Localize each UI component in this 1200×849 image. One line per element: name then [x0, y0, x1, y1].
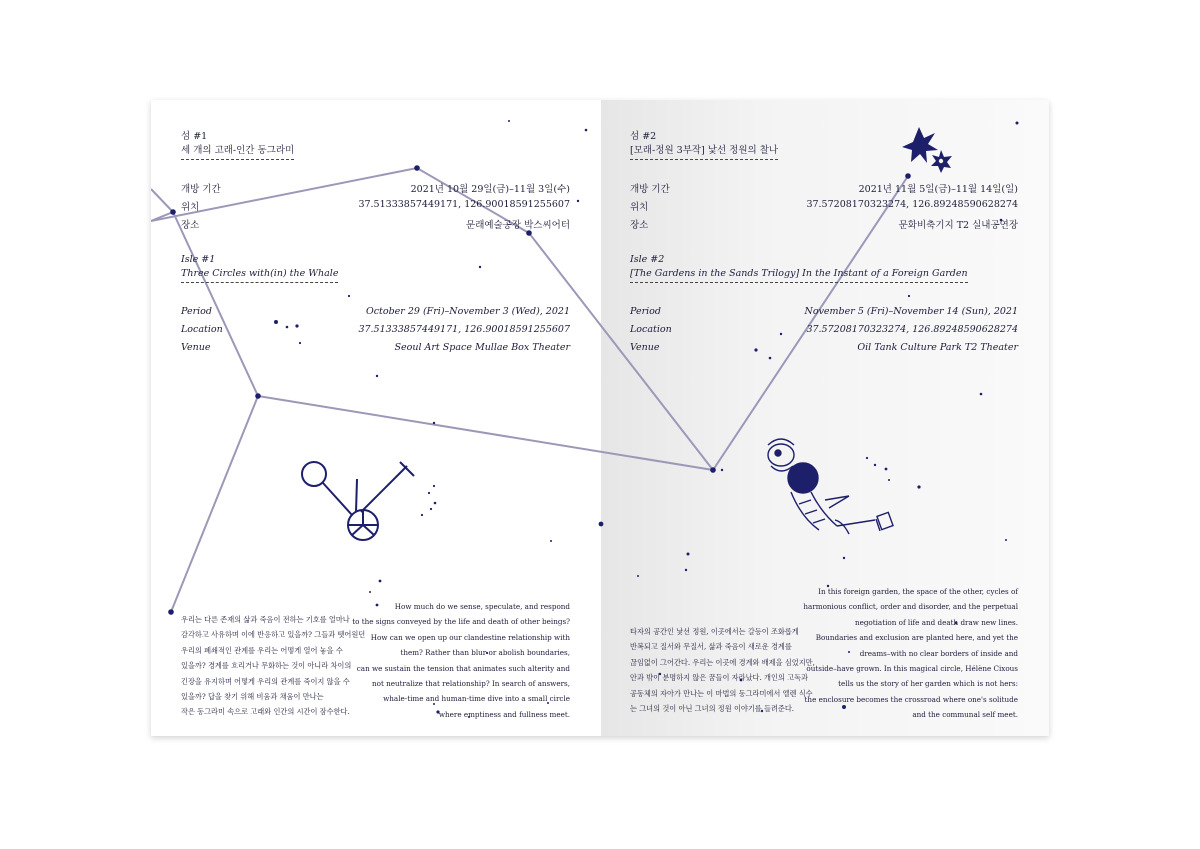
isle1-info-ko-location — [181, 199, 570, 213]
body-line: 공동체의 자아가 만나는 이 마법의 동그라미에서 엘렌 식수 — [630, 688, 813, 698]
isle2-body-ko — [630, 624, 815, 716]
info-label: 개방 기간 — [630, 184, 670, 195]
isle1-title-en-text: Three Circles with(in) the Whale — [181, 267, 338, 283]
constellation-line-middle — [258, 396, 713, 470]
info-value: Seoul Art Space Mullae Box Theater — [394, 342, 570, 353]
body-line: whale-time and human-time dive into a small circle — [383, 694, 570, 704]
isle2-info-ko-venue — [630, 217, 1018, 231]
info-label: Period — [181, 306, 212, 317]
isle1-body-ko — [181, 612, 365, 720]
body-line: not neutralize that relationship? In search of answers, — [372, 679, 570, 689]
body-line: How much do we sense, speculate, and respond — [394, 602, 570, 611]
body-line: where emptiness and fullness meet. — [438, 709, 570, 719]
body-line: How can we open up our clandestine relationship with — [370, 632, 570, 642]
info-value: Oil Tank Culture Park T2 Theater — [857, 342, 1018, 353]
isle2-title-en-label: Isle #2 — [630, 254, 665, 265]
isle2-title-ko — [630, 130, 778, 160]
whale-creature-icon — [768, 439, 893, 534]
isle1-info-en-period — [181, 306, 570, 320]
info-label: Period — [630, 306, 661, 317]
info-value: 2021년 11월 5일(금)–11월 14일(일) — [858, 184, 1018, 195]
isle2-info-en-location — [630, 324, 1018, 338]
body-line: dreams–with no clear borders of inside and — [859, 648, 1018, 658]
info-label: Location — [181, 324, 223, 335]
info-value: 37.57208170323274, 126.89248590628274 — [806, 199, 1018, 210]
info-value: 문화비축기지 T2 실내공연장 — [898, 220, 1018, 231]
body-line: the enclosure becomes the crossroad where one's solitude — [804, 694, 1018, 704]
constellation-nodes — [168, 165, 911, 615]
isle1-info-en-venue — [181, 342, 570, 356]
body-line: outside–have grown. In this magical circle, Hélène Cixous — [806, 664, 1018, 674]
info-label: 개방 기간 — [181, 184, 221, 195]
body-line: In this foreign garden, the space of the other, cycles of — [818, 587, 1018, 596]
info-label: Venue — [181, 342, 211, 353]
body-line: 안과 밖이 분명하지 않은 꿈들이 자라났다. 개인의 고독과 — [630, 673, 808, 683]
info-value: 37.51333857449171, 126.90018591255607 — [358, 199, 570, 210]
isle1-title-ko-text: 세 개의 고래-인간 동그라미 — [181, 144, 294, 160]
isle2-title-en-text: [The Gardens in the Sands Trilogy] In the Instant of a Foreign Garden — [630, 267, 968, 283]
body-line: to the signs conveyed by the life and death of other beings? — [352, 617, 570, 627]
body-line: tells us the story of her garden which is not hers: — [838, 679, 1018, 689]
body-line: 는 그녀의 것이 아닌 그녀의 정원 이야기를 들려준다. — [630, 704, 795, 714]
body-line: 우리의 폐쇄적인 관계를 우리는 어떻게 열어 놓을 수 — [181, 645, 343, 655]
isle1-title-ko — [181, 130, 294, 160]
body-line: them? Rather than blur or abolish boundaries, — [400, 648, 570, 658]
isle2-info-en-venue — [630, 342, 1018, 356]
isle1-title-en-label: Isle #1 — [181, 254, 216, 265]
isle1-title-ko-label: 섬 #1 — [181, 131, 208, 142]
body-line: 긴장을 유지하며 어떻게 우리의 관계를 죽이지 않을 수 — [181, 676, 350, 686]
brochure-spread — [151, 100, 1049, 736]
body-line: negotiation of life and death draw new lines. — [854, 617, 1018, 627]
isle2-title-en — [630, 253, 968, 283]
isle2-title-ko-text: [모래-정원 3부작] 낯선 정원의 찰나 — [630, 144, 778, 160]
body-line: 우리는 다른 존재의 삶과 죽음이 전하는 기호를 얼마나 — [181, 615, 350, 624]
info-value: 문래예술공장 박스씨어터 — [466, 220, 570, 231]
info-value: 2021년 10월 29일(금)–11월 3일(수) — [410, 184, 570, 195]
isle1-title-en — [181, 253, 338, 283]
body-line: 작은 동그라미 속으로 고래와 인간의 시간이 잠수한다. — [181, 707, 350, 717]
body-line: can we sustain the tension that animates such alterity and — [356, 663, 570, 673]
body-line: 끊임없이 그어간다. 우리는 이곳에 경계와 배제을 심었지만, — [630, 657, 815, 667]
body-line: 있을까? 답을 찾기 위해 비움과 채움이 만나는 — [181, 692, 324, 702]
isle1-body-en — [352, 599, 570, 722]
isle2-info-en-period — [630, 306, 1018, 320]
body-line: 반복되고 질서와 무질서, 삶과 죽음이 새로운 경계를 — [630, 642, 792, 652]
info-value: 37.51333857449171, 126.90018591255607 — [358, 324, 570, 335]
isle2-body-en — [803, 584, 1018, 723]
info-label: 장소 — [630, 220, 649, 231]
info-label: Location — [630, 324, 672, 335]
isle2-info-ko-location — [630, 199, 1018, 213]
info-label: 위치 — [181, 202, 200, 213]
isle2-info-ko-period — [630, 181, 1018, 195]
info-value: 37.57208170323274, 126.89248590628274 — [806, 324, 1018, 335]
body-line: harmonious conflict, order and disorder, and the perpetual — [803, 602, 1018, 612]
isle2-title-ko-label: 섬 #2 — [630, 131, 657, 142]
body-line: and the communal self meet. — [912, 710, 1018, 720]
isle1-info-ko-period — [181, 181, 570, 195]
star-icon — [902, 127, 952, 173]
info-label: 장소 — [181, 220, 200, 231]
planet-symbol-icon — [302, 462, 414, 540]
body-line: 있을까? 경계를 흐리거나 무화하는 것이 아니라 차이의 — [181, 661, 352, 671]
info-value: November 5 (Fri)–November 14 (Sun), 2021 — [804, 306, 1018, 317]
body-line: Boundaries and exclusion are planted here, and yet the — [815, 633, 1018, 643]
isle1-info-ko-venue — [181, 217, 570, 231]
info-label: 위치 — [630, 202, 649, 213]
info-value: October 29 (Fri)–November 3 (Wed), 2021 — [365, 306, 570, 317]
body-line: 타자의 공간인 낯선 정원, 이곳에서는 갈등이 조화롭게 — [630, 627, 799, 636]
info-label: Venue — [630, 342, 660, 353]
body-line: 감각하고 사유하며 이에 반응하고 있을까? 그들과 뗏어원던 — [181, 630, 366, 640]
constellation-line-edge — [151, 189, 173, 221]
isle1-info-en-location — [181, 324, 570, 338]
